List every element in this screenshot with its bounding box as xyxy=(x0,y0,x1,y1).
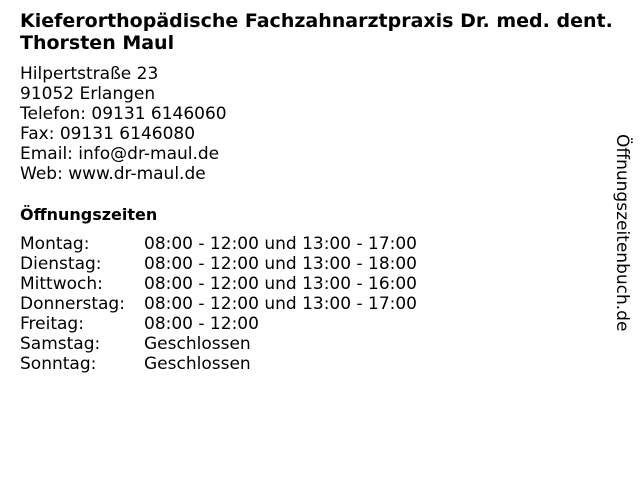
website-address: Web: www.dr-maul.de xyxy=(20,164,206,184)
opening-hours-heading: Öffnungszeiten xyxy=(20,205,158,224)
fax-number: Fax: 09131 6146080 xyxy=(20,124,196,144)
day-label: Samstag: xyxy=(20,334,101,354)
day-label: Donnerstag: xyxy=(20,294,125,314)
hours-row-thursday xyxy=(20,294,417,314)
day-label: Montag: xyxy=(20,234,90,254)
time-value: 08:00 - 12:00 xyxy=(144,314,259,334)
hours-row-monday xyxy=(20,234,417,254)
street-address: Hilpertstraße 23 xyxy=(20,64,159,84)
time-value: 08:00 - 12:00 und 13:00 - 18:00 xyxy=(144,254,417,274)
city-address: 91052 Erlangen xyxy=(20,84,156,104)
day-label: Mittwoch: xyxy=(20,274,103,294)
time-value: 08:00 - 12:00 und 13:00 - 17:00 xyxy=(144,294,417,314)
time-value: Geschlossen xyxy=(144,354,251,374)
hours-row-saturday xyxy=(20,334,417,354)
time-value: 08:00 - 12:00 und 13:00 - 16:00 xyxy=(144,274,417,294)
time-value: Geschlossen xyxy=(144,334,251,354)
source-watermark: Öffnungszeitenbuch.de xyxy=(612,134,632,332)
email-address: Email: info@dr-maul.de xyxy=(20,144,220,164)
day-label: Freitag: xyxy=(20,314,84,334)
day-label: Dienstag: xyxy=(20,254,102,274)
opening-hours-table xyxy=(20,234,417,374)
hours-row-wednesday xyxy=(20,274,417,294)
day-label: Sonntag: xyxy=(20,354,97,374)
phone-number: Telefon: 09131 6146060 xyxy=(20,104,227,124)
hours-row-sunday xyxy=(20,354,417,374)
hours-row-friday xyxy=(20,314,417,334)
hours-row-tuesday xyxy=(20,254,417,274)
practice-title: Kieferorthopädische Fachzahnarztpraxis Dr. med. dent. Thorsten Maul xyxy=(20,10,613,54)
contact-block xyxy=(20,64,227,184)
time-value: 08:00 - 12:00 und 13:00 - 17:00 xyxy=(144,234,417,254)
